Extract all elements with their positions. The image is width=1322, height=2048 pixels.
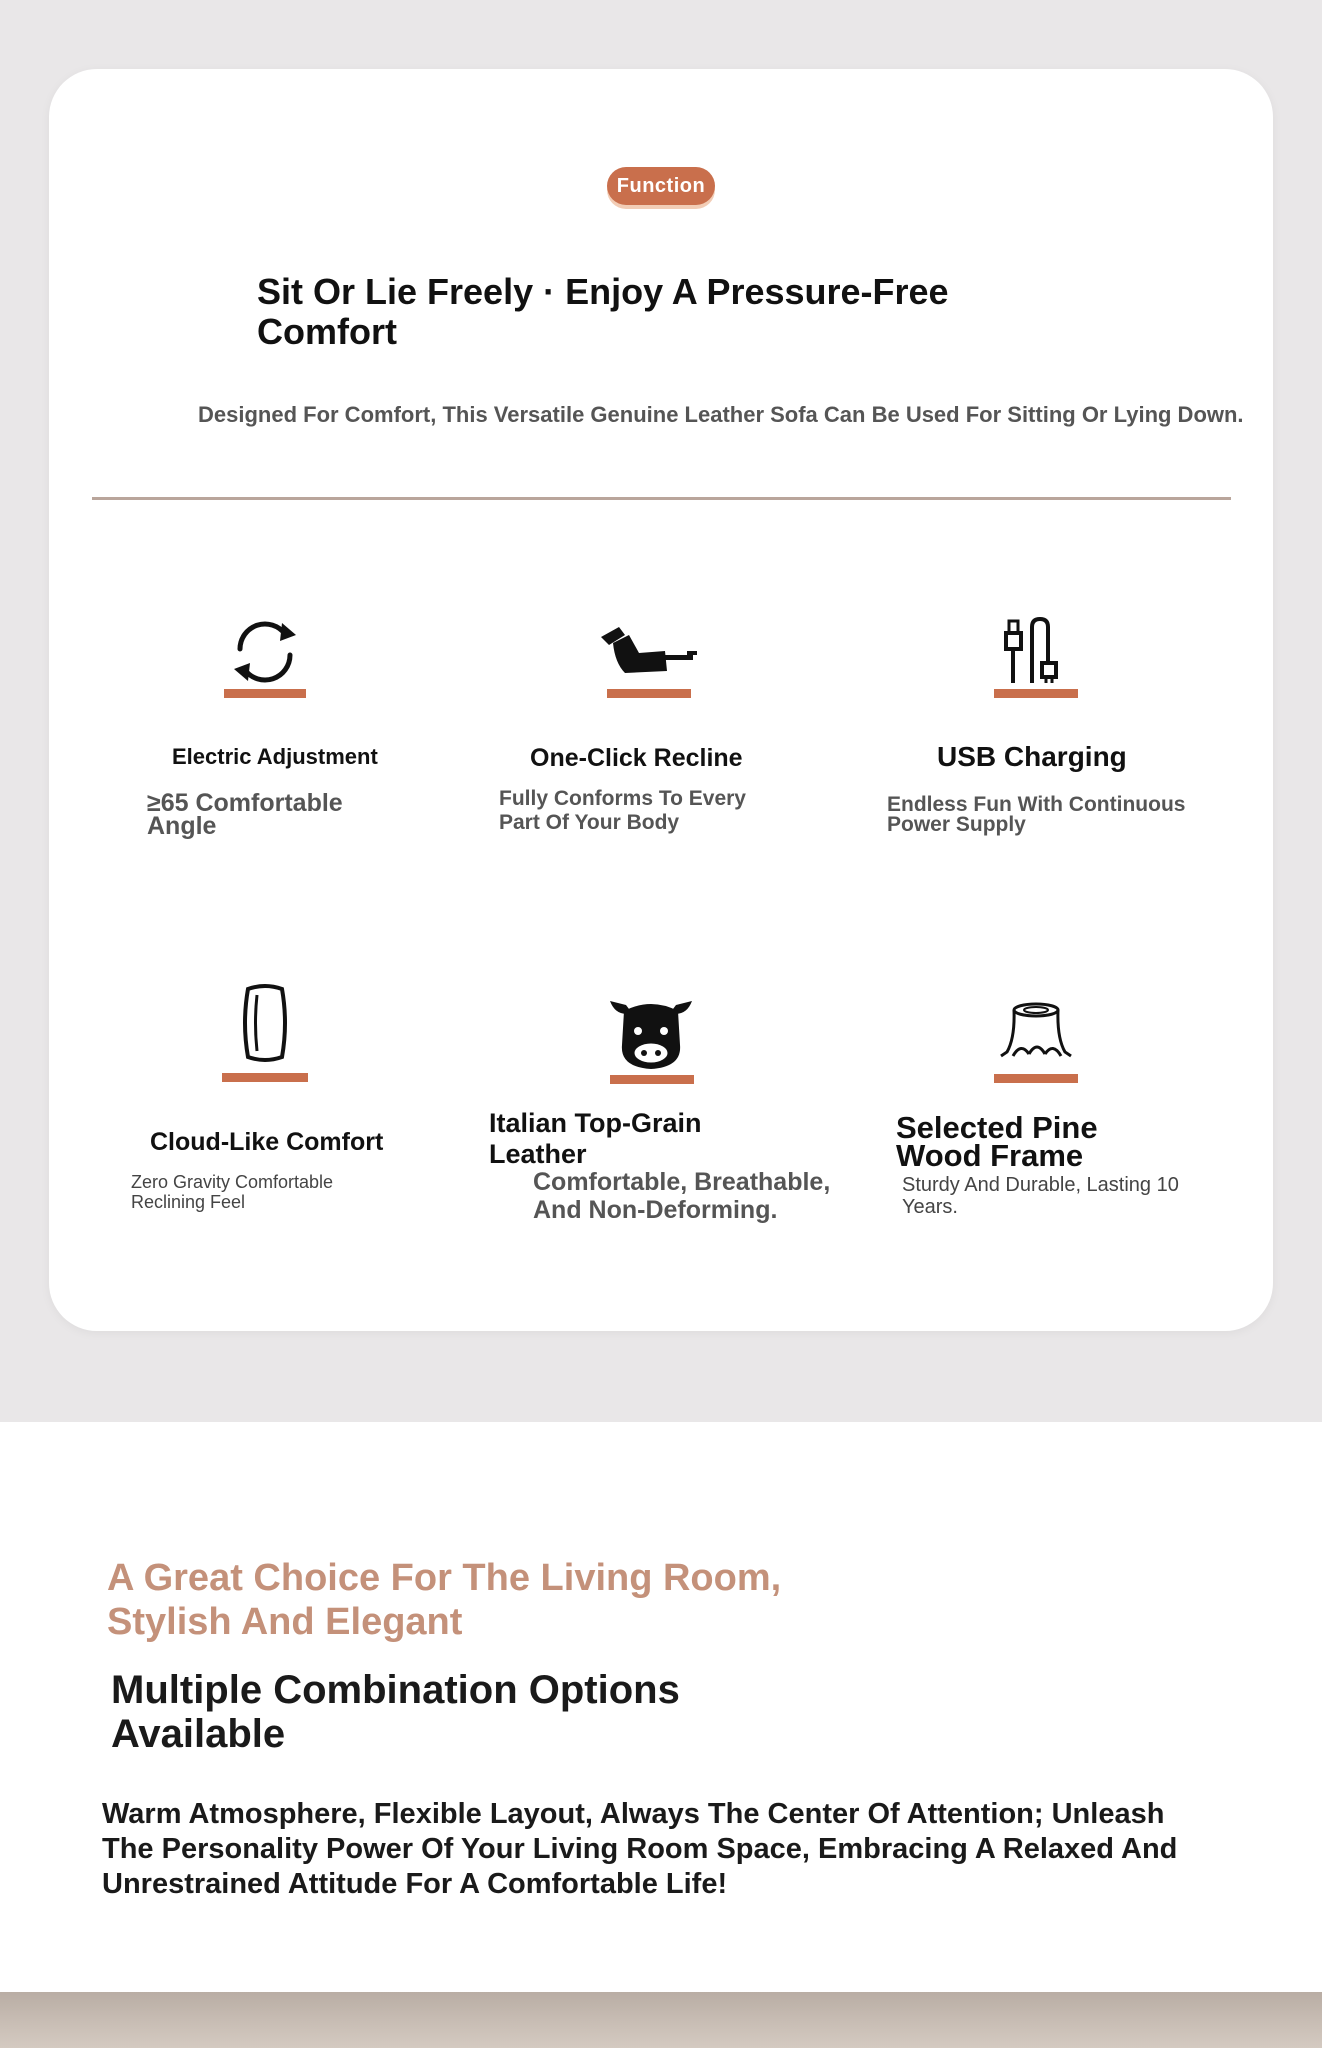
recliner-icon bbox=[595, 597, 705, 707]
cow-icon bbox=[596, 987, 706, 1097]
feature-title: One-Click Recline bbox=[530, 744, 743, 772]
function-badge: Function bbox=[607, 167, 715, 205]
feature-title: Electric Adjustment bbox=[172, 744, 378, 769]
rotate-arrows-icon bbox=[210, 597, 320, 707]
feature-description: Zero Gravity Comfortable Reclining Feel bbox=[131, 1172, 334, 1212]
tree-stump-icon bbox=[981, 990, 1091, 1100]
feature-description: ≥65 Comfortable Angle bbox=[147, 789, 343, 840]
feature-description: Endless Fun With Continuous Power Supply bbox=[887, 793, 1186, 836]
cushion-icon bbox=[210, 975, 320, 1085]
feature-description: Fully Conforms To Every Part Of Your Body bbox=[499, 787, 746, 834]
feature-title: USB Charging bbox=[937, 741, 1127, 772]
living-room-section bbox=[0, 1422, 1322, 1992]
feature-title: Selected Pine Wood Frame bbox=[896, 1110, 1098, 1173]
living-room-accent-heading: A Great Choice For The Living Room, Stylish And Elegant bbox=[107, 1557, 782, 1643]
feature-description: Sturdy And Durable, Lasting 10 Years. bbox=[902, 1174, 1179, 1218]
function-headline: Sit Or Lie Freely · Enjoy A Pressure-Free Comfort bbox=[257, 271, 949, 352]
section-divider bbox=[92, 497, 1231, 500]
function-subline: Designed For Comfort, This Versatile Genuine Leather Sofa Can Be Used For Sitting Or Lying Down. bbox=[198, 402, 1244, 427]
feature-title: Italian Top-Grain Leather bbox=[489, 1108, 702, 1169]
feature-description: Comfortable, Breathable, And Non-Deforming. bbox=[533, 1168, 831, 1224]
living-room-body: Warm Atmosphere, Flexible Layout, Always The Center Of Attention; Unleash The Personality Power Of Your Living Room Space, Embracing A Relaxed And Unrestrained Attitude For A Comfortable Life! bbox=[102, 1798, 1178, 1900]
feature-title: Cloud-Like Comfort bbox=[150, 1128, 384, 1156]
usb-plug-icon bbox=[980, 597, 1090, 707]
living-room-heading: Multiple Combination Options Available bbox=[111, 1668, 680, 1756]
product-photo-strip bbox=[0, 1992, 1322, 2048]
